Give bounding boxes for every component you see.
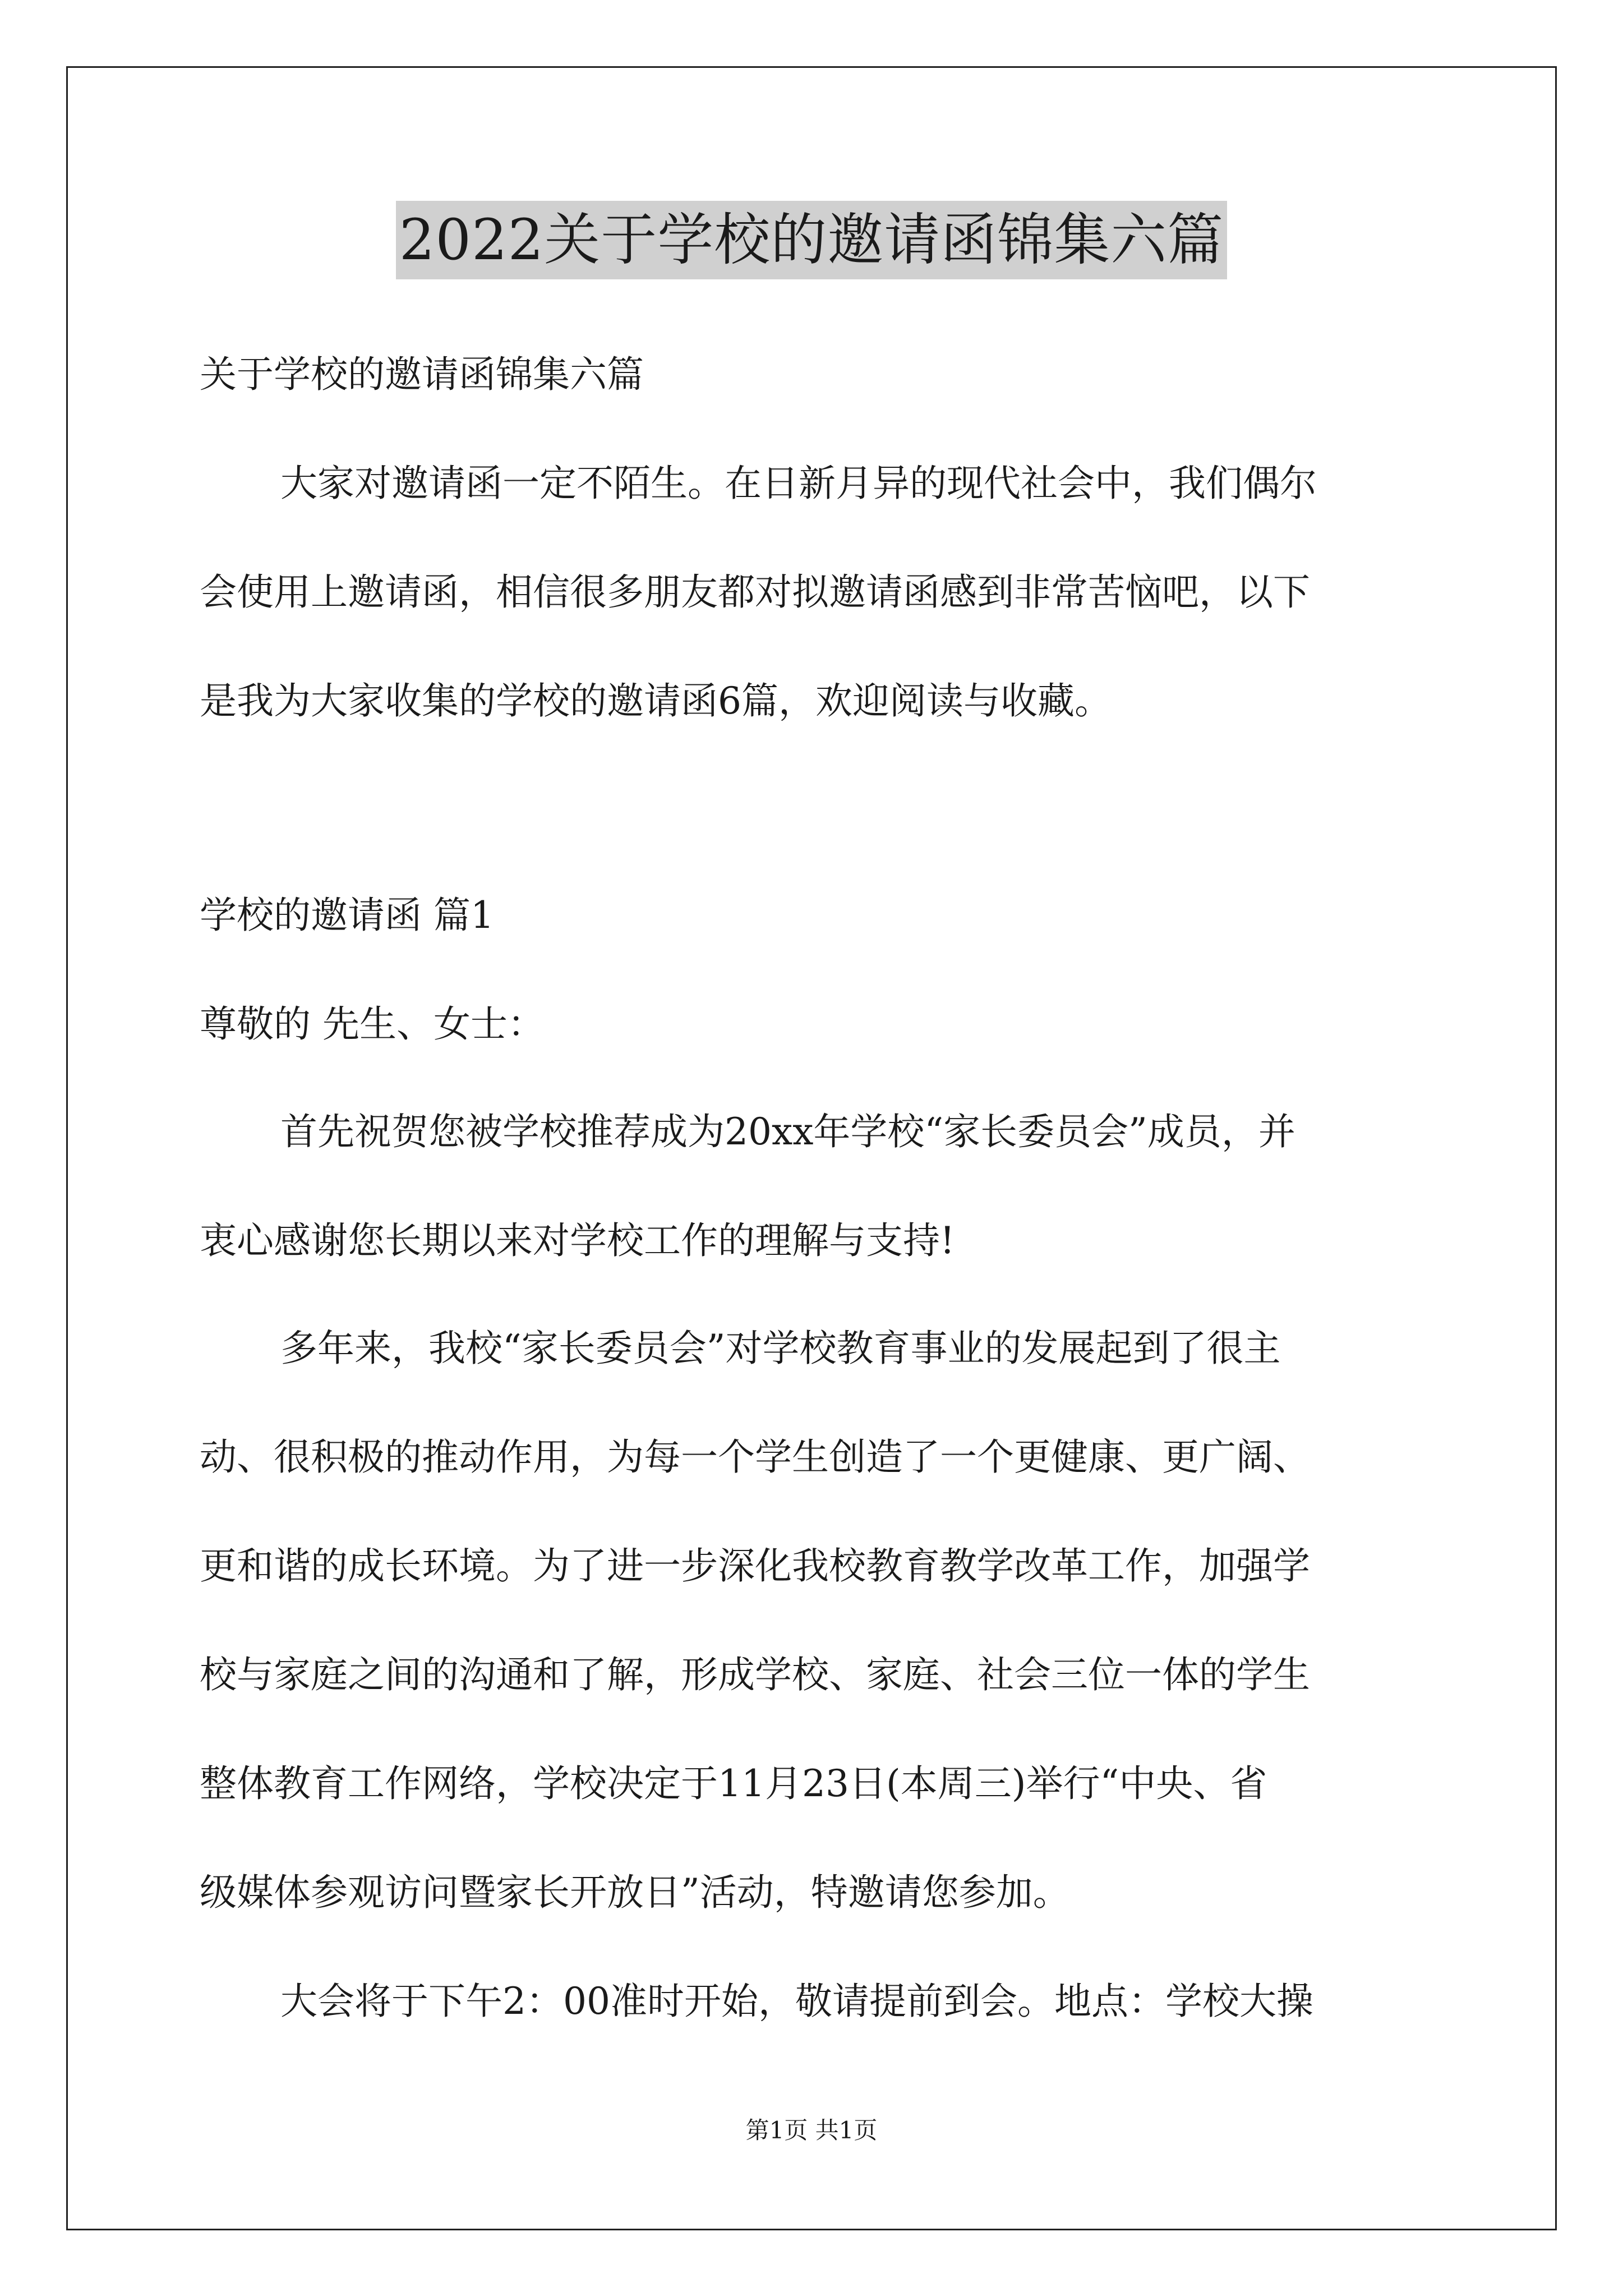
body-line: 校与家庭之间的沟通和了解，形成学校、家庭、社会三位一体的学生 <box>200 1653 1310 1696</box>
body-line: 整体教育工作网络，学校决定于11月23日(本周三)举行“中央、省 <box>200 1762 1267 1805</box>
body-line: 大会将于下午2：00准时开始，敬请提前到会。地点：学校大操 <box>280 1980 1313 2023</box>
subtitle-line: 关于学校的邀请函锦集六篇 <box>200 353 644 396</box>
body-line: 会使用上邀请函，相信很多朋友都对拟邀请函感到非常苦恼吧，以下 <box>200 570 1310 614</box>
body-line: 更和谐的成长环境。为了进一步深化我校教育教学改革工作，加强学 <box>200 1544 1310 1588</box>
body-line: 衷心感谢您长期以来对学校工作的理解与支持! <box>200 1219 955 1262</box>
section-heading: 学校的邀请函 篇1 <box>200 894 494 937</box>
body-line: 级媒体参观访问暨家长开放日”活动，特邀请您参加。 <box>200 1871 1070 1914</box>
salutation-line: 尊敬的 先生、女士： <box>200 1002 545 1046</box>
body-line: 多年来，我校“家长委员会”对学校教育事业的发展起到了很主 <box>280 1327 1281 1370</box>
body-line: 动、很积极的推动作用，为每一个学生创造了一个更健康、更广阔、 <box>200 1435 1310 1479</box>
page-footer: 第1页 共1页 <box>745 2116 878 2144</box>
title-container <box>0 201 1623 279</box>
body-line: 是我为大家收集的学校的邀请函6篇，欢迎阅读与收藏。 <box>200 679 1112 723</box>
body-line: 首先祝贺您被学校推荐成为20xx年学校“家长委员会”成员，并 <box>280 1110 1295 1153</box>
body-line: 大家对邀请函一定不陌生。在日新月异的现代社会中，我们偶尔 <box>280 462 1317 505</box>
document-title: 2022关于学校的邀请函锦集六篇 <box>396 201 1228 279</box>
